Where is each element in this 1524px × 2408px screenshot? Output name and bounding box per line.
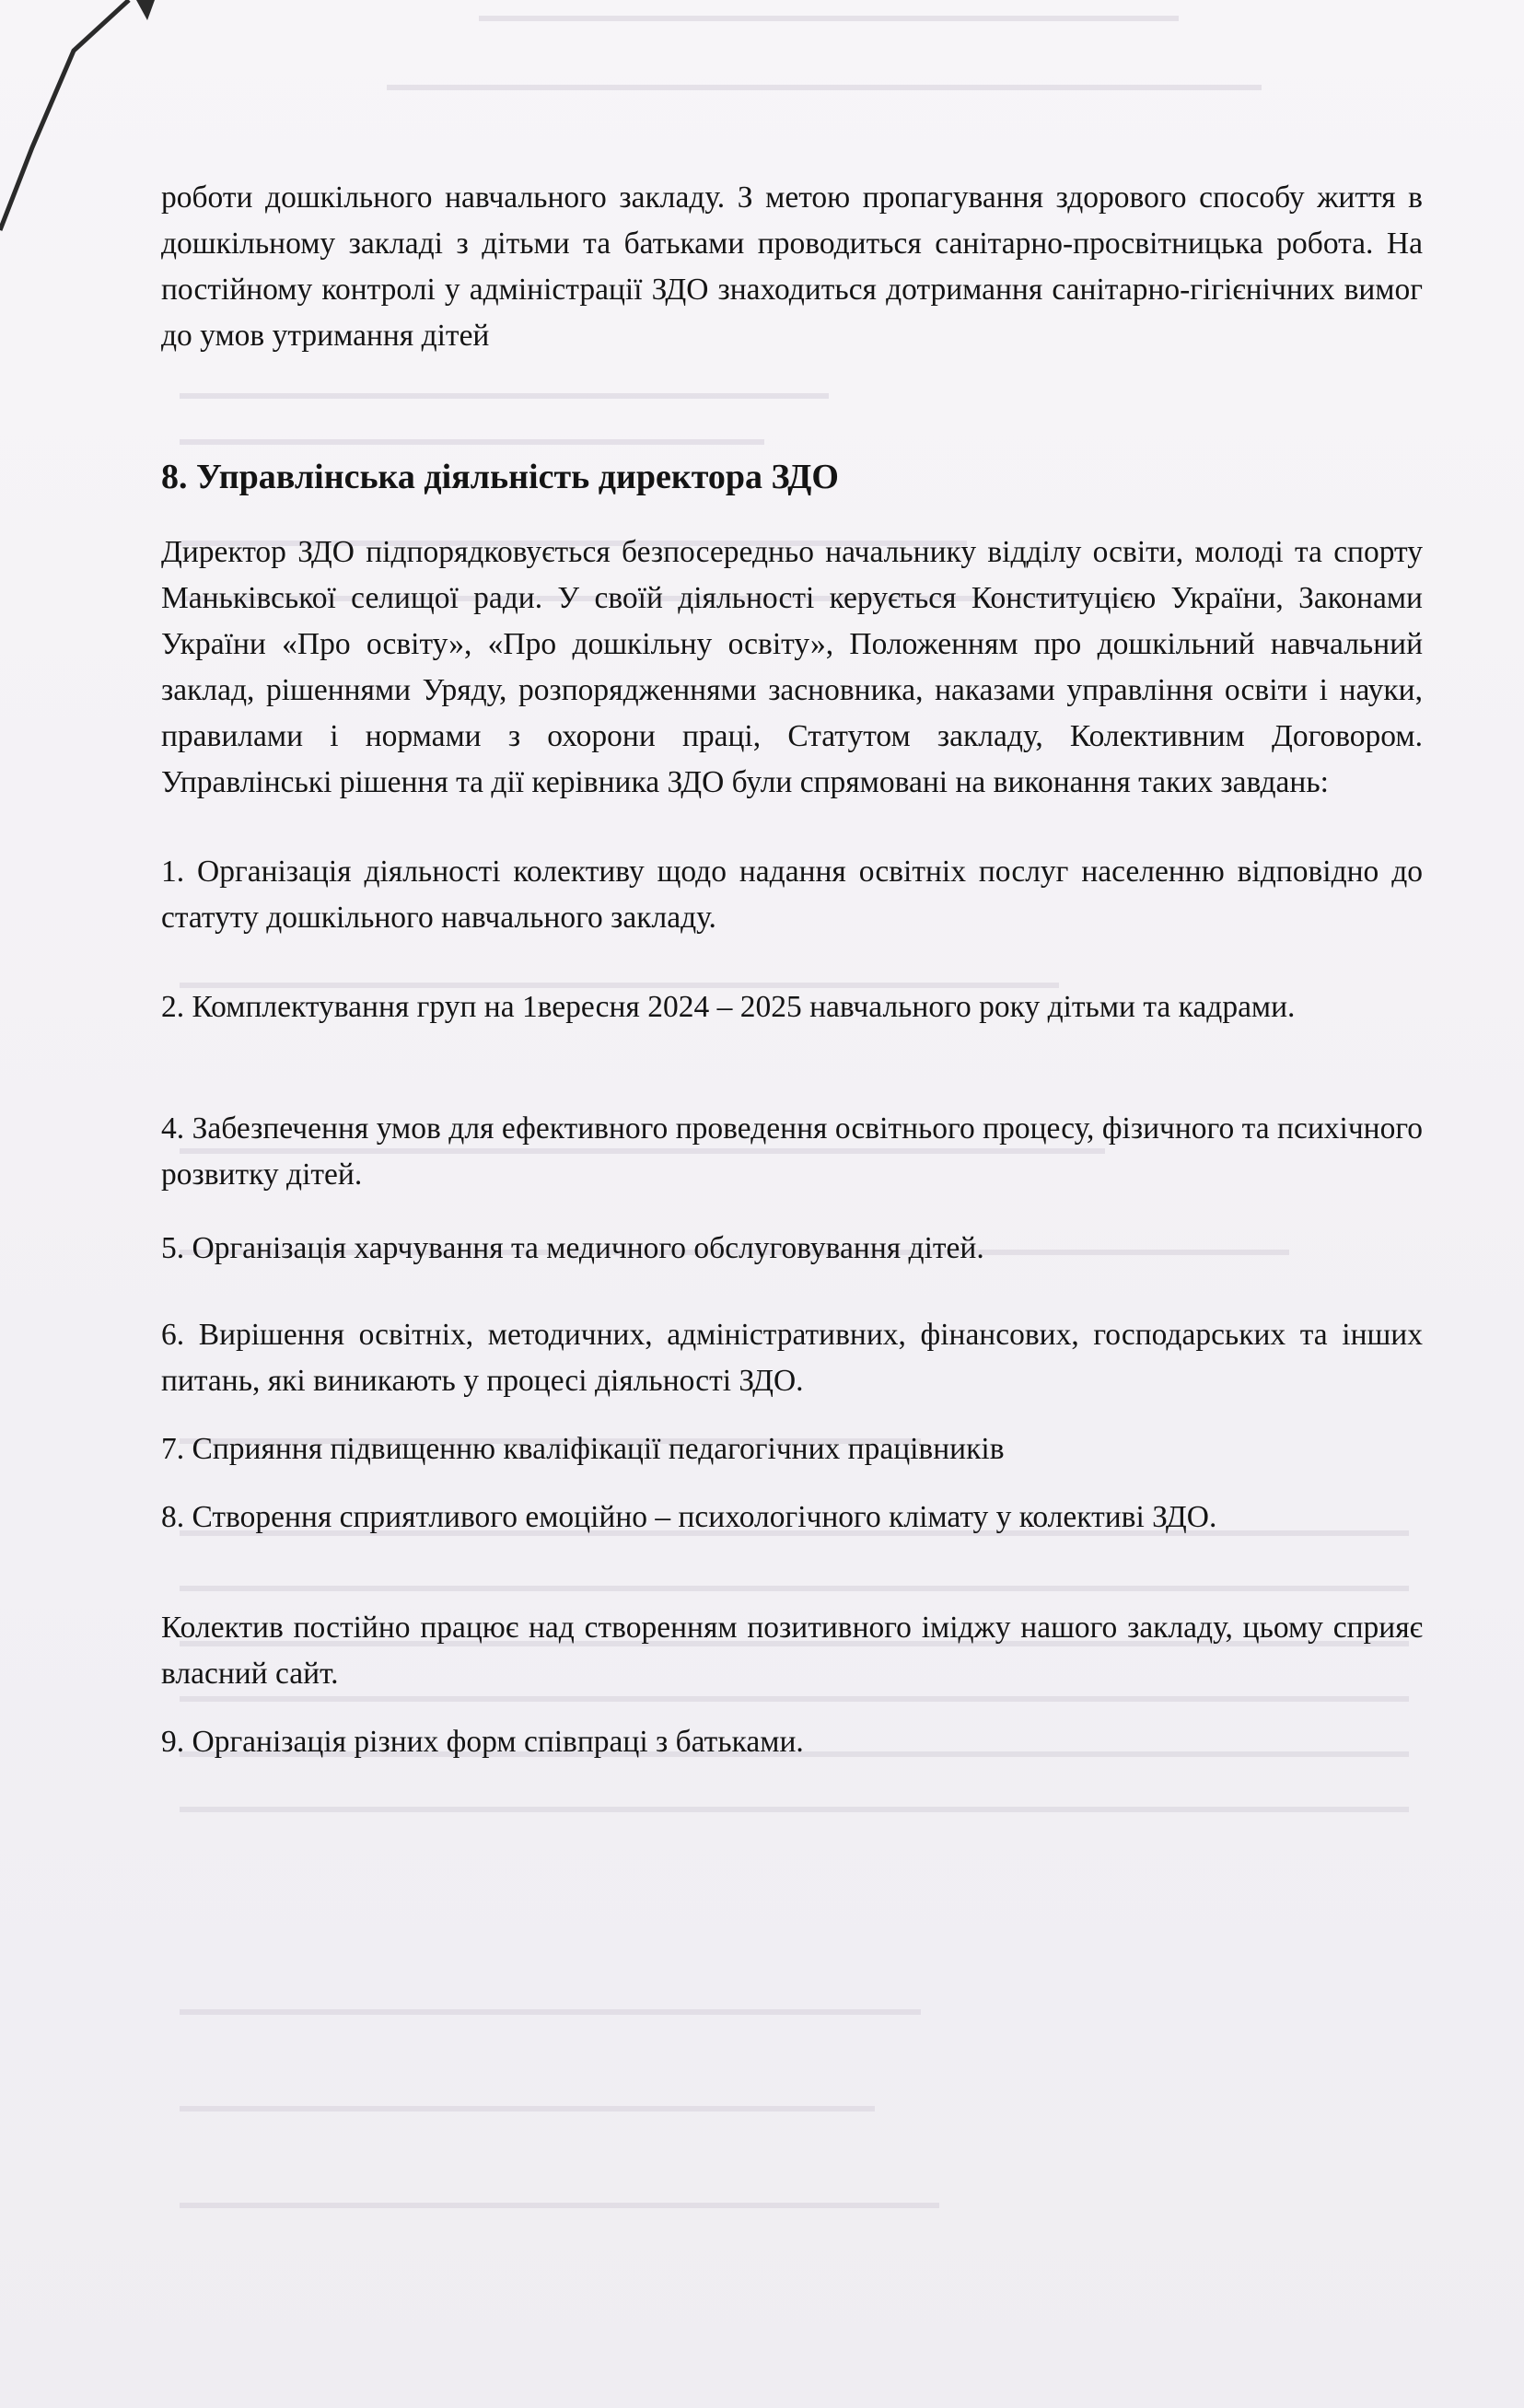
- list-item: 4. Забезпечення умов для ефективного проведення освітнього процесу, фізичного та психічного розвитку дітей.: [161, 1111, 1423, 1192]
- list-item: 6. Вирішення освітніх, методичних, адміністративних, фінансових, господарських та інших питань, які виникають у процесі діяльності ЗДО.: [161, 1318, 1423, 1398]
- document-body: [161, 175, 1423, 1765]
- list-item: 8. Створення сприятливого емоційно – психологічного клімату у колективі ЗДО.: [161, 1500, 1217, 1534]
- section-heading: 8. Управлінська діяльність директора ЗДО: [161, 458, 839, 496]
- list-item: 1. Організація діяльності колективу щодо надання освітніх послуг населенню відповідно до статуту дошкільного навчального закладу.: [161, 855, 1423, 935]
- list-item: 7. Сприяння підвищенню кваліфікації педагогічних працівників: [161, 1432, 1005, 1466]
- list-item: 2. Комплектування груп на 1вересня 2024 – 2025 навчального року дітьми та кадрами.: [161, 990, 1296, 1024]
- list-item: 9. Організація різних форм співпраці з батьками.: [161, 1725, 804, 1759]
- closing-paragraph: Колектив постійно працює над створенням позитивного іміджу нашого закладу, цьому сприяє власний сайт.: [161, 1611, 1423, 1691]
- section-paragraph: Директор ЗДО підпорядковується безпосередньо начальнику відділу освіти, молоді та спорту Маньківської селищої ради. У своїй діяльності керується Конституцією України, Законами України «Про освіту», «Про дошкільну освіту», Положенням про дошкільний навчальний заклад, рішеннями Уряду, розпорядженнями засновника, наказами управління освіти і науки, правилами і нормами з охорони праці, Статутом закладу, Колективним Договором. Управлінські рішення та дії керівника ЗДО були спрямовані на виконання таких завдань:: [161, 535, 1423, 799]
- list-item: 5. Організація харчування та медичного обслуговування дітей.: [161, 1231, 984, 1265]
- intro-paragraph: роботи дошкільного навчального закладу. З метою пропагування здорового способу життя в дошкільному закладі з дітьми та батьками проводиться санітарно-просвітницька робота. На постійному контролі у адміністрації ЗДО знаходиться дотримання санітарно-гігієнічних вимог до умов утримання дітей: [161, 180, 1423, 353]
